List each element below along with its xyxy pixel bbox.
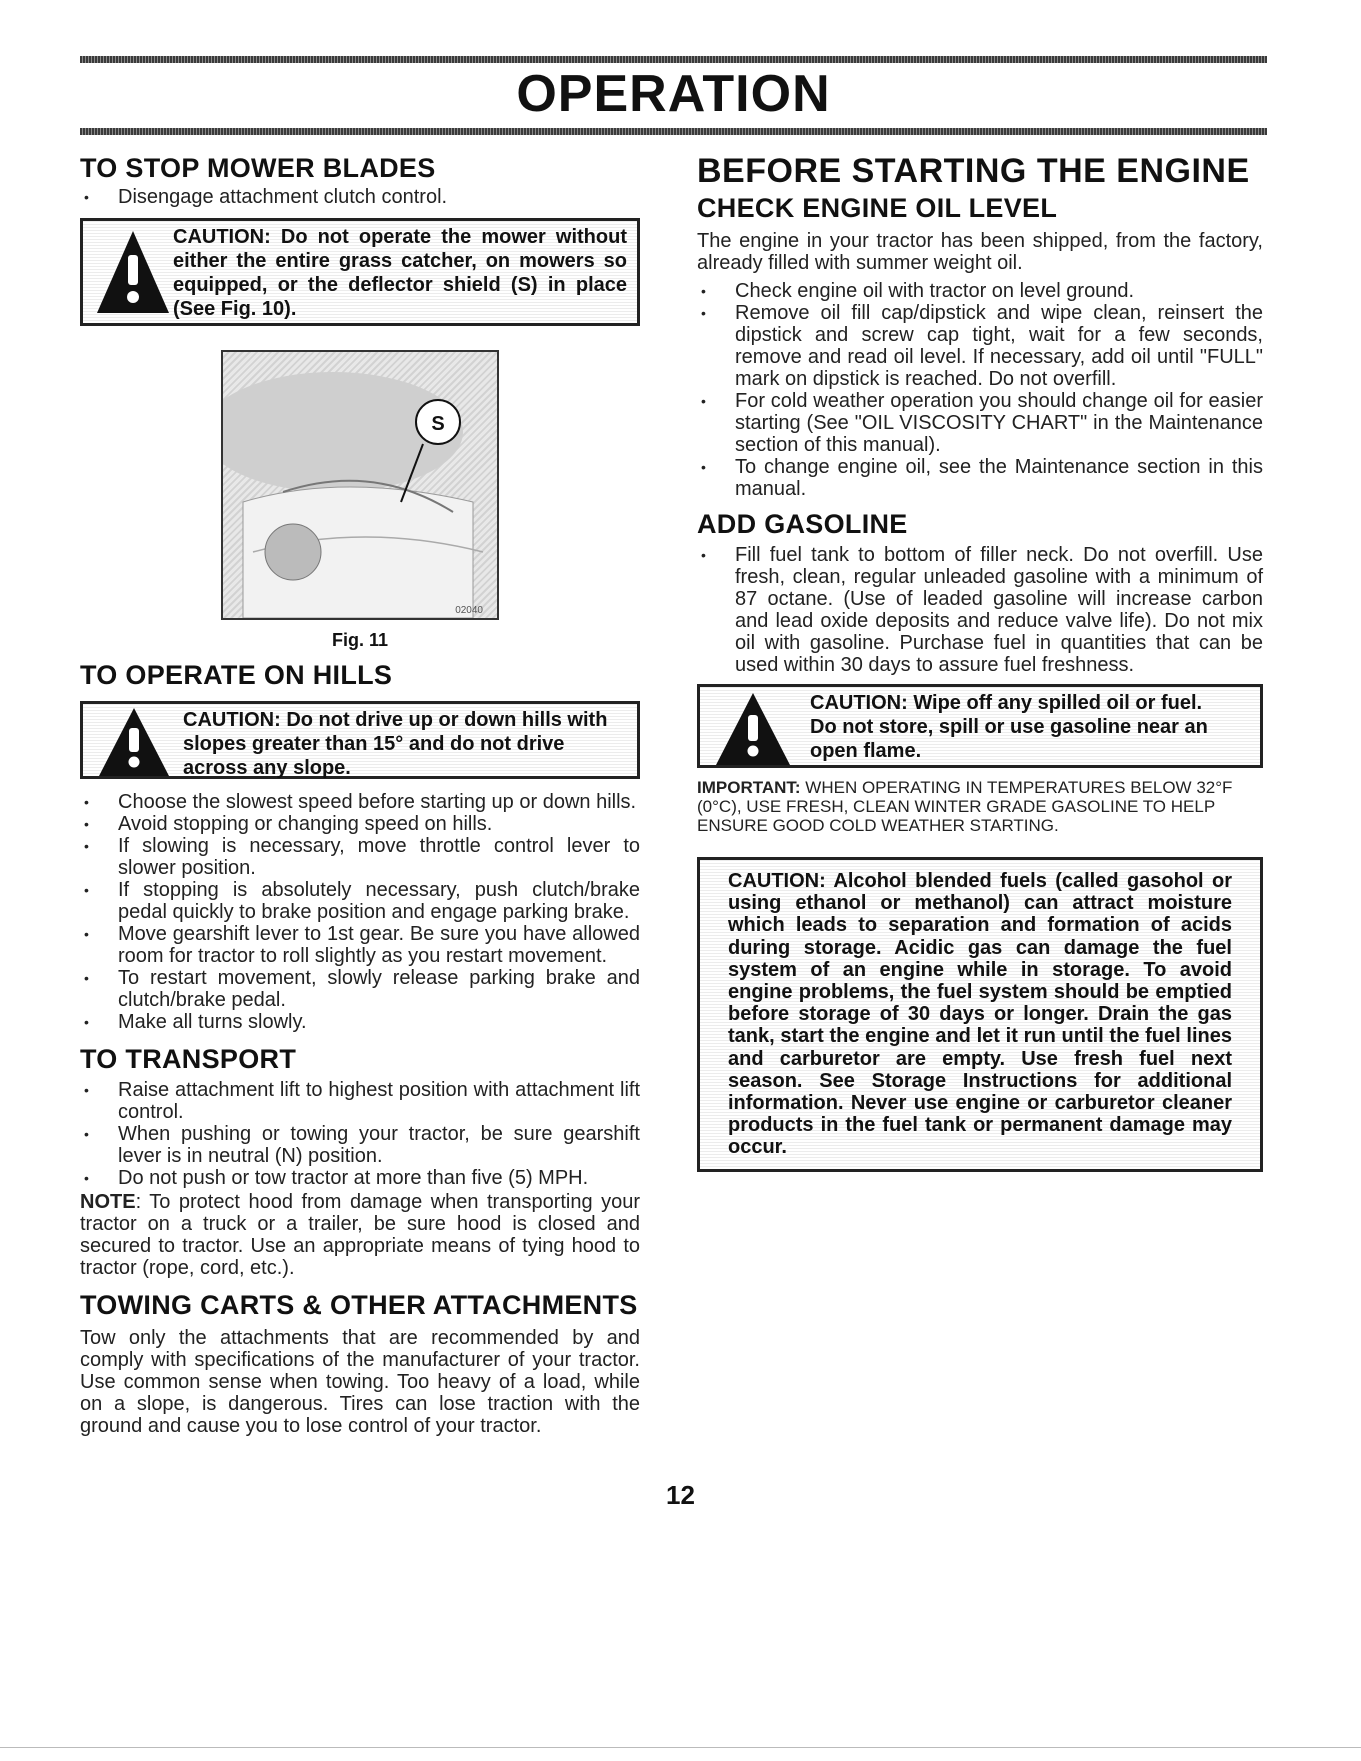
list-item: • Check engine oil with tractor on level ground.	[697, 280, 1263, 302]
warning-icon	[93, 227, 173, 317]
stop-blades-heading: TO STOP MOWER BLADES	[80, 153, 436, 183]
header-rule-top	[80, 56, 1267, 63]
caution-box-hills	[80, 701, 640, 779]
hills-heading: TO OPERATE ON HILLS	[80, 660, 393, 690]
list-item: • For cold weather operation you should change oil for easier starting (See "OIL VISCOSITY CHART" in the Maintenance section of this manual).	[697, 390, 1263, 456]
list-item: • Disengage attachment clutch control.	[80, 186, 640, 208]
figure-label-s: S	[431, 413, 445, 435]
page-number: 12	[666, 1480, 695, 1510]
figure-image	[221, 350, 499, 620]
oil-list	[697, 280, 1263, 500]
transport-heading: TO TRANSPORT	[80, 1044, 297, 1074]
warning-icon	[714, 691, 792, 767]
caution-box-deflector	[80, 218, 640, 326]
caution-text: CAUTION: Wipe off any spilled oil or fuel. Do not store, spill or use gasoline near an open flame.	[810, 692, 1208, 762]
caution-box-spill	[697, 684, 1263, 768]
list-item: • Do not push or tow tractor at more than five (5) MPH.	[80, 1167, 640, 1189]
towing-heading: TOWING CARTS & OTHER ATTACHMENTS	[80, 1290, 638, 1320]
oil-intro: The engine in your tractor has been shipped, from the factory, already filled with summer weight oil.	[697, 230, 1263, 274]
important-text: WHEN OPERATING IN TEMPERATURES BELOW 32°F (0°C), USE FRESH, CLEAN WINTER GRADE GASOLINE TO HELP ENSURE GOOD COLD WEATHER STARTING.	[697, 778, 1233, 835]
transport-note	[80, 1191, 640, 1279]
note-text: : To protect hood from damage when transporting your tractor on a truck or a trailer, be sure hood is closed and secured to tractor. Use an appropriate means of tying hood to tractor (rope, cord, etc.).	[80, 1191, 640, 1279]
towing-text: Tow only the attachments that are recommended by and comply with specifications of the manufacturer of your tractor. Use common sense when towing. Too heavy of a load, while on a slope, is dangerous. Tires can lose traction with the ground and cause you to lose control of your tractor.	[80, 1327, 640, 1437]
gasoline-heading: ADD GASOLINE	[697, 509, 908, 539]
list-item: • To change engine oil, see the Maintenance section in this manual.	[697, 456, 1263, 500]
header-rule-bottom	[80, 128, 1267, 135]
list-item: • When pushing or towing your tractor, be sure gearshift lever is in neutral (N) position.	[80, 1123, 640, 1167]
stop-blades-list	[80, 186, 640, 208]
page-title: OPERATION	[516, 65, 831, 123]
list-item: • If slowing is necessary, move throttle control lever to slower position.	[80, 835, 640, 879]
before-starting-heading: BEFORE STARTING THE ENGINE	[697, 152, 1250, 190]
list-item: • Fill fuel tank to bottom of filler neck. Do not overfill. Use fresh, clean, regular unleaded gasoline with a minimum of 87 octane. (Use of leaded gasoline will increase carbon and lead oxide deposits and reduce valve life). Do not mix oil with gasoline. Purchase fuel in quantities that can be used within 30 days to assure fuel freshness.	[697, 544, 1263, 676]
bottom-rule	[0, 1747, 1361, 1748]
oil-heading: CHECK ENGINE OIL LEVEL	[697, 193, 1058, 223]
caution-text: CAUTION: Do not drive up or down hills with slopes greater than 15° and do not drive across any slope.	[183, 709, 608, 779]
mower-illustration	[223, 352, 497, 618]
caution-text: CAUTION: Do not operate the mower without either the entire grass catcher, on mowers so equipped, or the deflector shield (S) in place (See Fig. 10).	[173, 226, 627, 320]
warning-icon	[97, 706, 171, 778]
list-item: • Make all turns slowly.	[80, 1011, 640, 1033]
caution-text: CAUTION: Alcohol blended fuels (called gasohol or using ethanol or methanol) can attract moisture which leads to separation and formation of acids during storage. Acidic gas can damage the fuel system of an engine while in storage. To avoid engine problems, the fuel system should be emptied before storage of 30 days or longer. Drain the gas tank, start the engine and let it run until the fuel lines and carburetor are empty. Use fresh fuel next season. See Storage Instructions for additional information. Never use engine or carburetor cleaner products in the fuel tank or permanent damage may occur.	[728, 870, 1232, 1159]
left-column	[80, 152, 640, 1437]
list-item: • Choose the slowest speed before starting up or down hills.	[80, 791, 640, 813]
right-column	[697, 152, 1263, 1172]
note-label: NOTE	[80, 1191, 136, 1213]
figure-caption: Fig. 11	[331, 630, 389, 650]
important-label: IMPORTANT:	[697, 778, 801, 797]
list-item: • Move gearshift lever to 1st gear. Be sure you have allowed room for tractor to roll slightly as you restart movement.	[80, 923, 640, 967]
list-item: • Raise attachment lift to highest position with attachment lift control.	[80, 1079, 640, 1123]
figure-block	[80, 350, 640, 651]
caution-box-alcohol-fuels	[697, 857, 1263, 1172]
hills-list	[80, 791, 640, 1033]
figure-id: 02040	[455, 605, 483, 616]
list-item: • Remove oil fill cap/dipstick and wipe clean, reinsert the dipstick and screw cap tight, wait for a few seconds, remove and read oil level. If necessary, add oil until "FULL" mark on dipstick is reached. Do not overfill.	[697, 302, 1263, 390]
list-item: • If stopping is absolutely necessary, push clutch/brake pedal quickly to brake position and engage parking brake.	[80, 879, 640, 923]
list-item: • To restart movement, slowly release parking brake and clutch/brake pedal.	[80, 967, 640, 1011]
list-item: • Avoid stopping or changing speed on hills.	[80, 813, 640, 835]
important-note	[697, 778, 1263, 835]
gasoline-list	[697, 544, 1263, 676]
transport-list	[80, 1079, 640, 1189]
